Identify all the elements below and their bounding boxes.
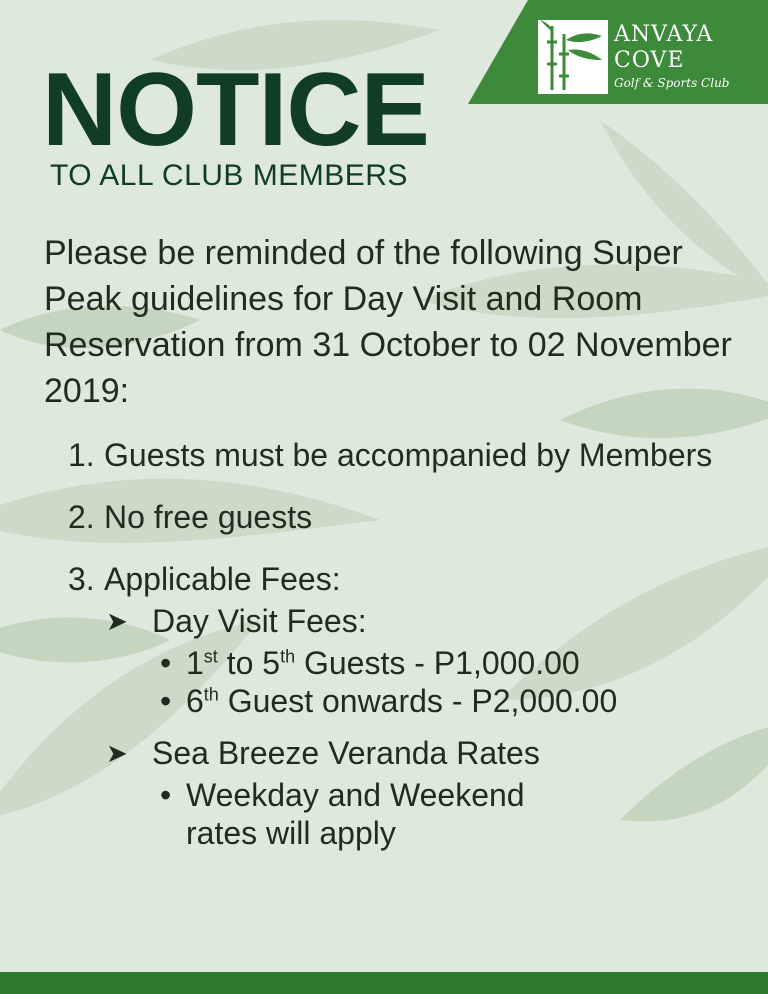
fee-line: • Weekday and Weekend rates will apply bbox=[160, 777, 525, 851]
fee-category bbox=[106, 602, 748, 720]
guidelines-list bbox=[68, 436, 748, 876]
arrow-bullet-icon: ➤ bbox=[106, 606, 128, 636]
list-item bbox=[68, 560, 748, 852]
intro-paragraph: Please be reminded of the following Super Peak guidelines for Day Visit and Room Reservation from 31 October to 02 November 2019: bbox=[44, 234, 732, 410]
fees-list bbox=[104, 602, 748, 852]
list-number: 3. bbox=[68, 561, 95, 597]
fee-line: • 6th Guest onwards - P2,000.00 bbox=[160, 683, 618, 719]
list-text: No free guests bbox=[104, 499, 313, 535]
fee-category bbox=[106, 734, 748, 852]
list-number: 1. bbox=[68, 437, 95, 473]
arrow-bullet-icon: ➤ bbox=[106, 738, 128, 768]
list-item bbox=[68, 498, 748, 536]
logo-name-line2: COVE bbox=[614, 48, 685, 73]
list-text: Guests must be accompanied by Members bbox=[104, 437, 713, 473]
fee-line: • 1st to 5th Guests - P1,000.00 bbox=[160, 645, 580, 681]
bullet-icon: • bbox=[160, 683, 172, 719]
club-logo bbox=[538, 20, 748, 100]
footer-bar bbox=[0, 972, 768, 994]
bamboo-icon bbox=[538, 20, 608, 94]
list-text: Applicable Fees: bbox=[104, 561, 341, 597]
list-number: 2. bbox=[68, 499, 95, 535]
bullet-icon: • bbox=[160, 645, 172, 681]
notice-subtitle: TO ALL CLUB MEMBERS bbox=[50, 159, 408, 192]
notice-title: NOTICE bbox=[42, 52, 429, 168]
day-visit-fees bbox=[160, 644, 748, 720]
logo-name-line1: ANVAYA bbox=[614, 22, 714, 47]
veranda-rates bbox=[160, 776, 580, 852]
logo-tagline: Golf & Sports Club bbox=[614, 76, 730, 90]
list-item bbox=[68, 436, 748, 474]
bullet-icon: • bbox=[160, 777, 172, 813]
fee-category-label: Sea Breeze Veranda Rates bbox=[152, 735, 540, 771]
fee-category-label: Day Visit Fees: bbox=[152, 603, 367, 639]
